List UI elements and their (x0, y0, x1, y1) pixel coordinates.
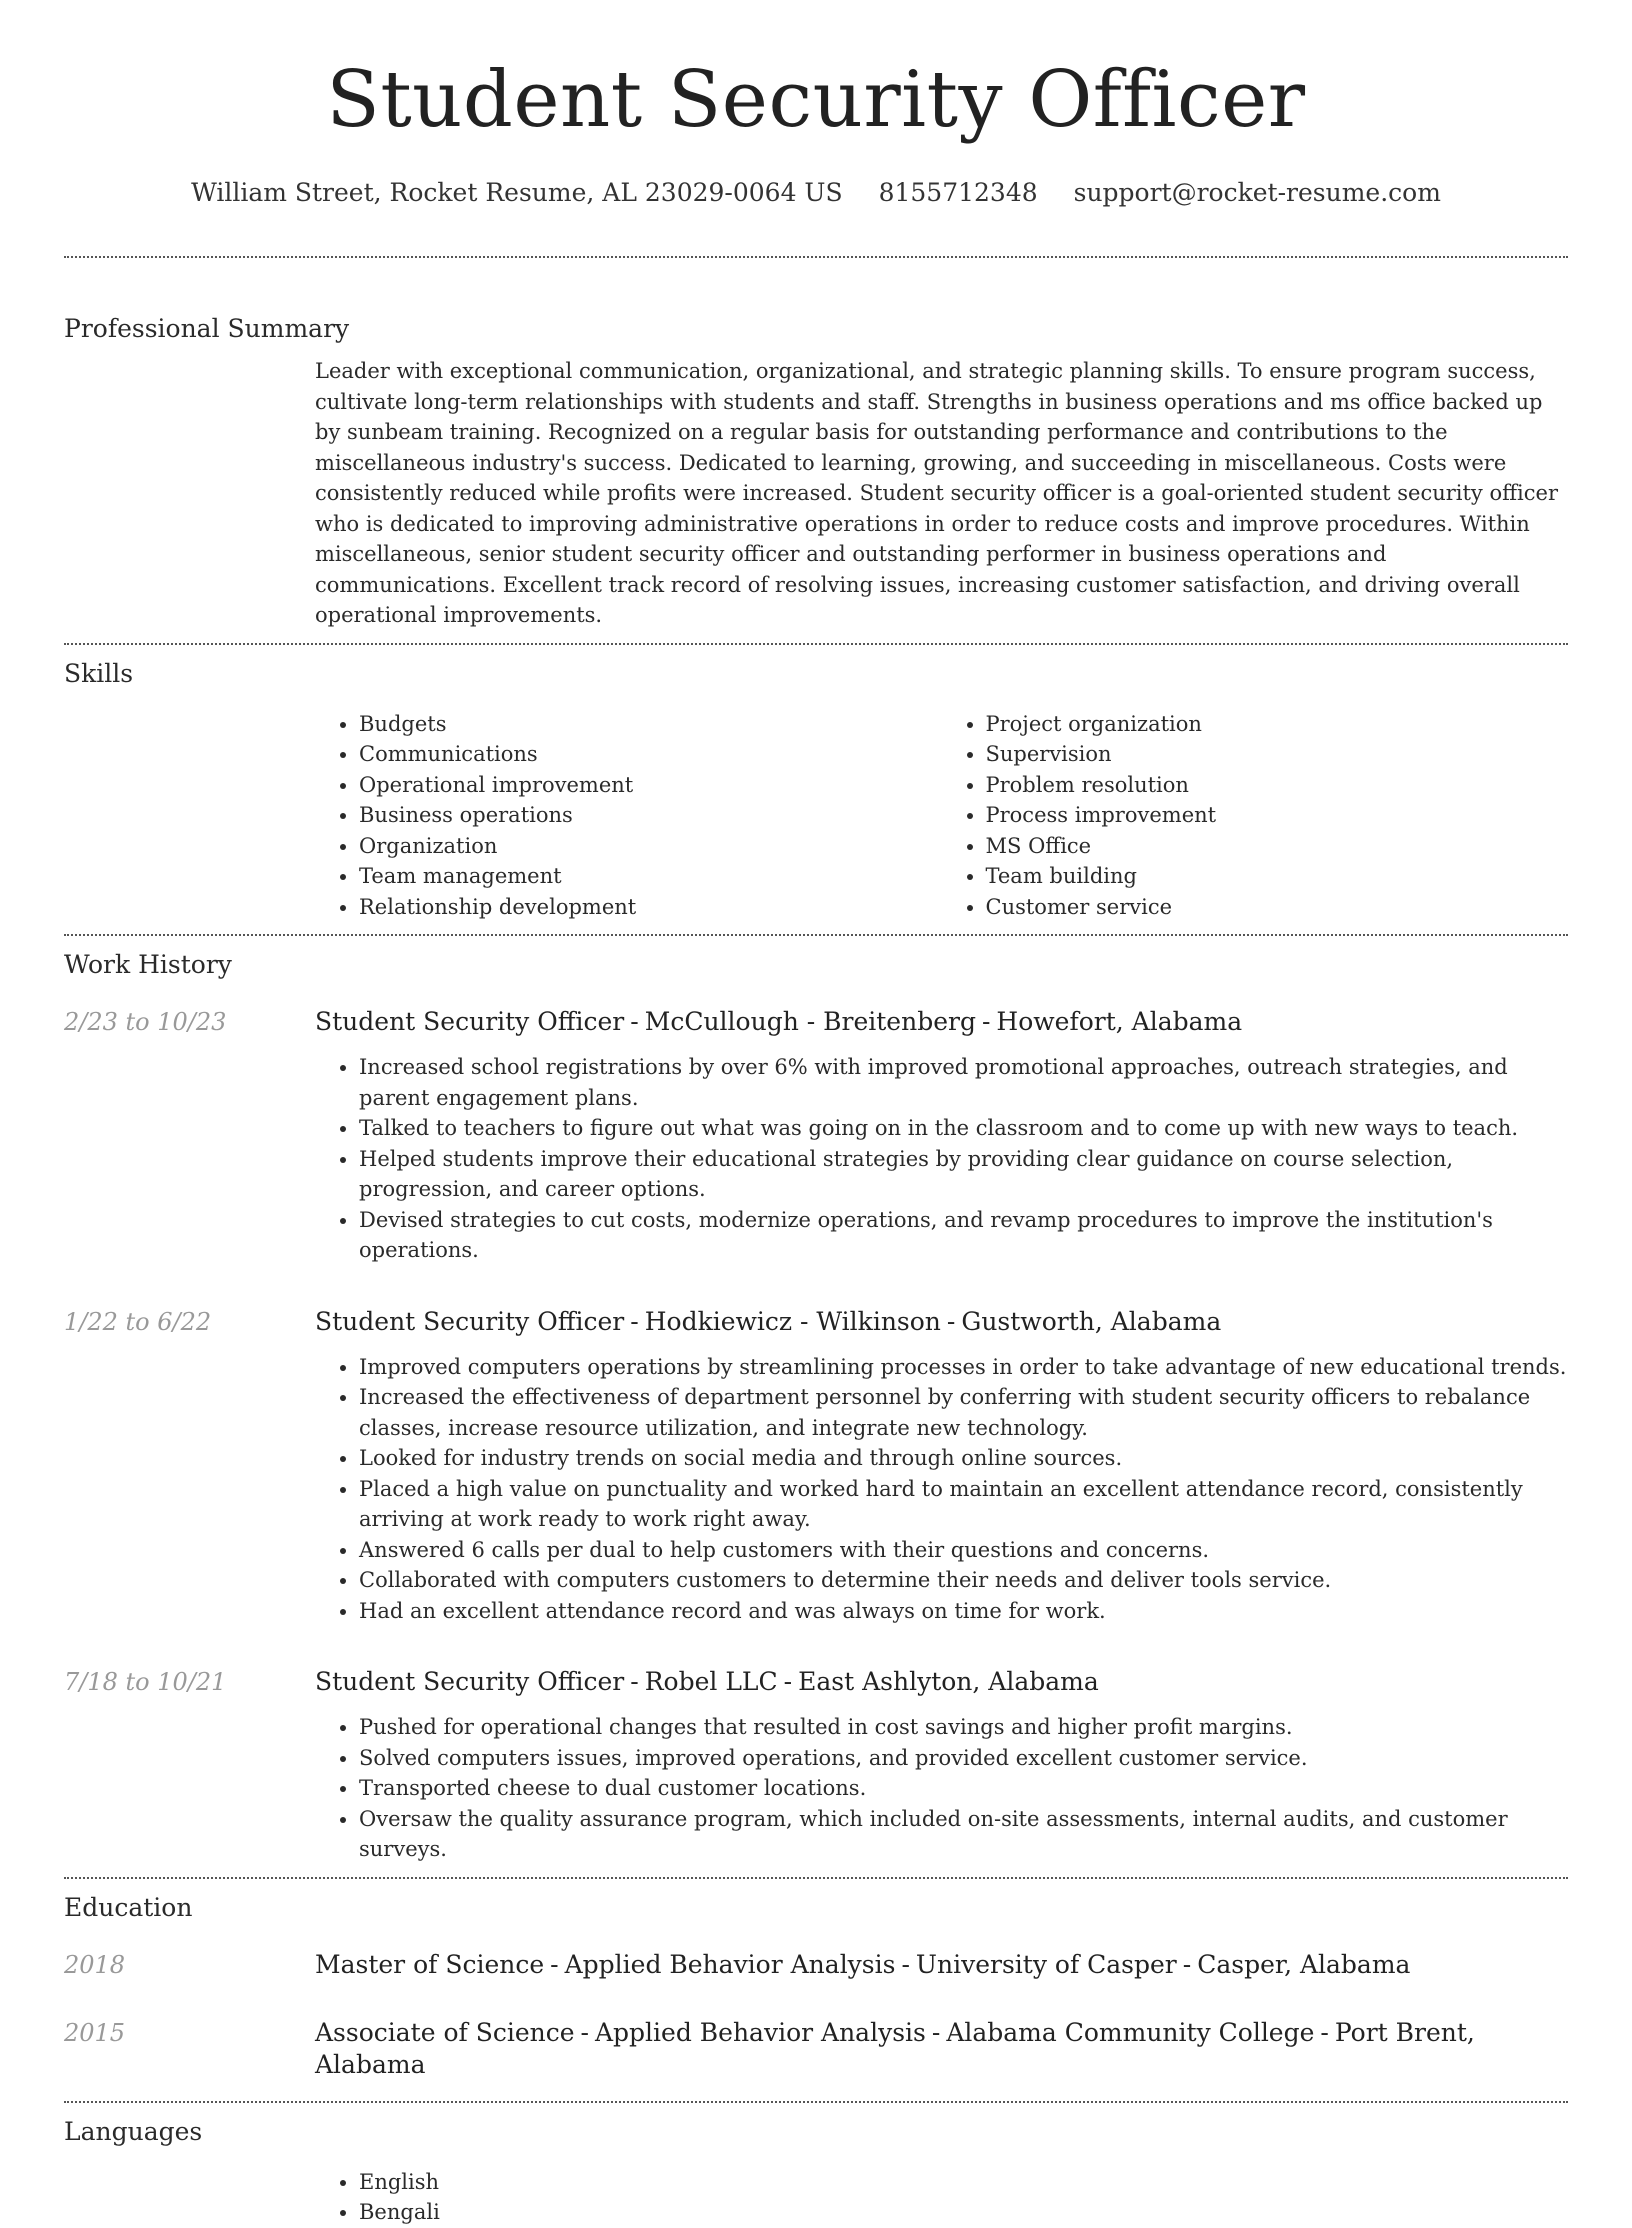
education-title: Associate of Science - Applied Behavior Analysis - Alabama Community College - Port Brent, Alabama (315, 2017, 1475, 2079)
education-entry (64, 1949, 1568, 1981)
job-title: Student Security Officer - Hodkiewicz - Wilkinson - Gustworth, Alabama (315, 1306, 1222, 1336)
skill-item: • Communications (359, 739, 942, 770)
job-bullet: • Answered 6 calls per dual to help customers with their questions and concerns. (359, 1535, 1568, 1566)
job-dates: 7/18 to 10/21 (64, 1668, 227, 1696)
job-role: Student Security Officer (315, 1306, 625, 1336)
languages-heading: Languages (64, 2116, 203, 2146)
skills-section (64, 657, 1568, 923)
job-bullet: • Improved computers operations by streamlining processes in order to take advantage of new educational trends. (359, 1352, 1568, 1383)
languages-content (315, 2167, 1568, 2228)
education-year: 2018 (64, 1950, 126, 1979)
skills-grid (315, 709, 1568, 923)
resume-page (64, 0, 1568, 2228)
skill-item: • Business operations (359, 800, 942, 831)
education-field: Applied Behavior Analysis (564, 1949, 896, 1979)
section-divider (64, 256, 1568, 258)
job-body (315, 1306, 1568, 1627)
section-divider (64, 1877, 1568, 1879)
education-school: Alabama Community College (946, 2017, 1315, 2047)
job-location: Gustworth, Alabama (961, 1306, 1222, 1336)
job-company: Hodkiewicz - Wilkinson (644, 1306, 941, 1336)
job-location: Howefort, Alabama (996, 1007, 1243, 1036)
job-bullet: • Oversaw the quality assurance program, which included on-site assessments, internal audits, and customer surveys. (359, 1804, 1568, 1865)
summary-heading: Professional Summary (64, 314, 350, 343)
job-bullet: • Solved computers issues, improved operations, and provided excellent customer service. (359, 1743, 1568, 1774)
education-location: Casper, Alabama (1197, 1949, 1411, 1979)
job-bullet: • Devised strategies to cut costs, modernize operations, and revamp procedures to improve the institution's operations. (359, 1205, 1568, 1266)
skill-item: • Relationship development (359, 892, 942, 923)
job-bullet: • Collaborated with computers customers to determine their needs and deliver tools service. (359, 1565, 1568, 1596)
education-field: Applied Behavior Analysis (594, 2017, 926, 2047)
skill-item: • Team management (359, 861, 942, 892)
skill-item: • Organization (359, 831, 942, 862)
skills-heading: Skills (64, 658, 134, 688)
summary-section (64, 312, 1568, 631)
job-body (315, 1666, 1568, 1865)
job-bullet: • Helped students improve their educational strategies by providing clear guidance on course selection, progression, and career options. (359, 1144, 1568, 1205)
contact-address: William Street, Rocket Resume, AL 23029-0064 US (191, 178, 843, 207)
job-title: Student Security Officer - Robel LLC - East Ashlyton, Alabama (315, 1667, 1099, 1696)
job-location: East Ashlyton, Alabama (798, 1667, 1099, 1696)
education-year: 2015 (64, 2018, 126, 2047)
job-company: Robel LLC (644, 1667, 778, 1696)
work-heading: Work History (64, 950, 232, 979)
job-bullet: • Looked for industry trends on social media and through online sources. (359, 1443, 1568, 1474)
section-divider (64, 2101, 1568, 2103)
work-section (64, 948, 1568, 1865)
job-dates: 1/22 to 6/22 (64, 1307, 212, 1336)
job-bullet: • Placed a high value on punctuality and worked hard to maintain an excellent attendance record, consistently arriving at work ready to work right away. (359, 1474, 1568, 1535)
skill-item: • Project organization (986, 709, 1569, 740)
job-bullet: • Increased school registrations by over 6% with improved promotional approaches, outreach strategies, and parent engagement plans. (359, 1052, 1568, 1113)
education-degree: Associate of Science (315, 2017, 575, 2047)
skill-item: • Operational improvement (359, 770, 942, 801)
skill-item: • Budgets (359, 709, 942, 740)
education-location: Port Brent, Alabama (315, 2017, 1475, 2079)
job-body (315, 1006, 1568, 1266)
education-heading: Education (64, 1892, 193, 1922)
summary-text: Leader with exceptional communication, organizational, and strategic planning skills. To ensure program success, cultivate long-term relationships with students and staff. Strengths in business operations and ms office backed up by sunbeam training. Recognized on a regular basis for outstanding performance and contributions to the miscellaneous industry's success. Dedicated to learning, growing, and succeeding in miscellaneous. Costs were consistently reduced while profits were increased. Student security officer is a goal-oriented student security officer who is dedicated to improving administrative operations in order to reduce costs and improve procedures. Within miscellaneous, senior student security officer and outstanding performer in business operations and communications. Excellent track record of resolving issues, increasing customer satisfaction, and driving overall operational improvements. (315, 359, 1558, 627)
language-item: • Bengali (359, 2197, 1568, 2228)
job-role: Student Security Officer (315, 1007, 625, 1036)
skill-item: • Supervision (986, 739, 1569, 770)
language-item: • English (359, 2167, 1568, 2198)
job-dates: 2/23 to 10/23 (64, 1008, 227, 1036)
job-bullet: • Had an excellent attendance record and was always on time for work. (359, 1596, 1568, 1627)
education-degree: Master of Science (315, 1949, 545, 1979)
contact-email: support@rocket-resume.com (1073, 178, 1441, 207)
skill-item: • MS Office (986, 831, 1569, 862)
skill-item: • Problem resolution (986, 770, 1569, 801)
section-divider (64, 934, 1568, 936)
skills-list-right (942, 709, 1569, 923)
job-bullet: • Pushed for operational changes that resulted in cost savings and higher profit margins. (359, 1712, 1568, 1743)
job-bullet: • Transported cheese to dual customer locations. (359, 1773, 1568, 1804)
skill-item: • Team building (986, 861, 1569, 892)
education-entry (64, 2017, 1568, 2081)
skills-list-left (315, 709, 942, 923)
job-bullet: • Talked to teachers to figure out what was going on in the classroom and to come up with new ways to teach. (359, 1113, 1568, 1144)
job-company: McCullough - Breitenberg (644, 1007, 976, 1036)
job-entry (64, 1006, 1568, 1266)
summary-content (315, 356, 1568, 631)
contact-phone: 8155712348 (878, 178, 1038, 207)
job-entry (64, 1306, 1568, 1627)
skill-item: • Process improvement (986, 800, 1569, 831)
education-school: University of Casper (915, 1949, 1177, 1979)
contact-line (64, 176, 1568, 210)
languages-section (64, 2115, 1568, 2228)
education-title: Master of Science - Applied Behavior Analysis - University of Casper - Casper, Alabama (315, 1949, 1411, 1979)
skill-item: • Customer service (986, 892, 1569, 923)
job-role: Student Security Officer (315, 1667, 625, 1696)
job-bullets (315, 1352, 1568, 1627)
languages-list (315, 2167, 1568, 2228)
job-bullet: • Increased the effectiveness of department personnel by conferring with student security officers to rebalance classes, increase resource utilization, and integrate new technology. (359, 1382, 1568, 1443)
section-divider (64, 643, 1568, 645)
job-bullets (315, 1052, 1568, 1266)
education-section (64, 1891, 1568, 2081)
job-bullets (315, 1712, 1568, 1865)
resume-name: Student Security Officer (326, 55, 1306, 145)
job-title: Student Security Officer - McCullough - Breitenberg - Howefort, Alabama (315, 1007, 1243, 1036)
job-entry (64, 1666, 1568, 1865)
